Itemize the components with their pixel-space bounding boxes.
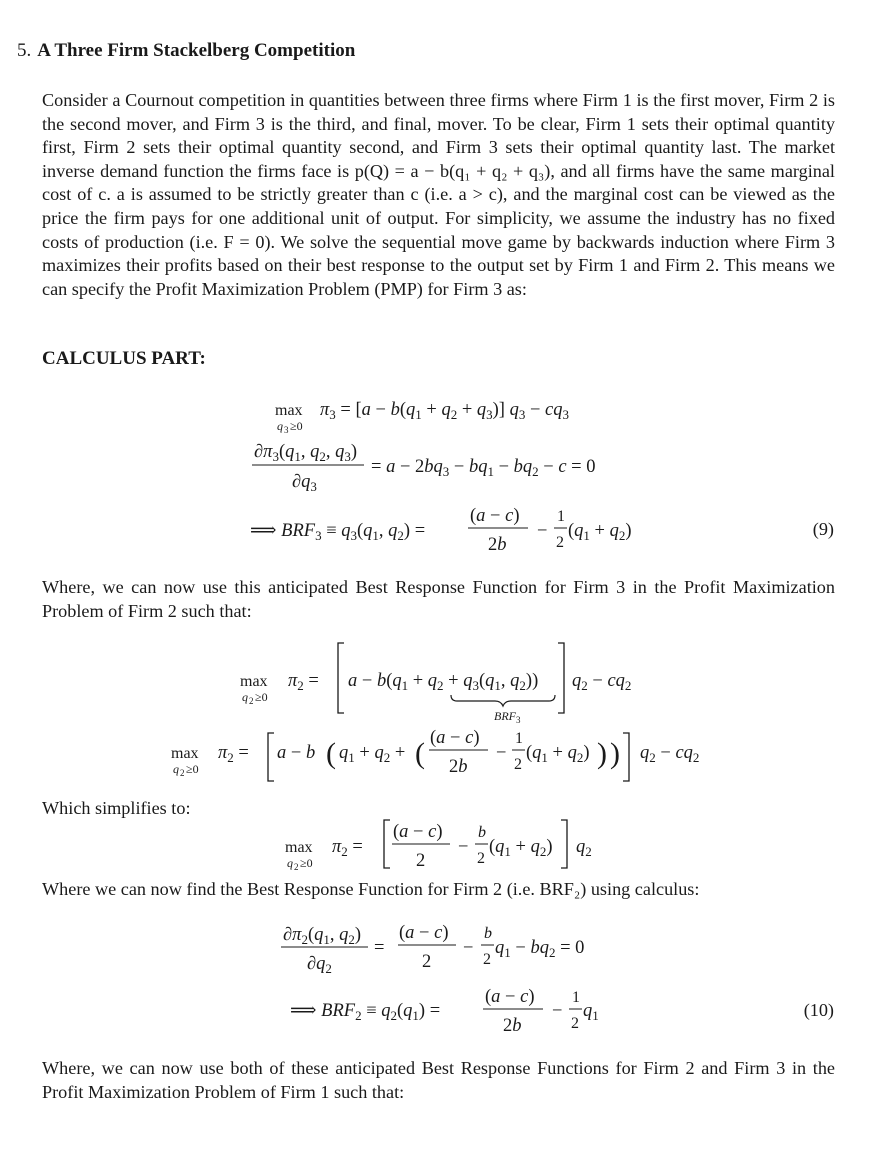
firm2-brf-equations: [0, 910, 874, 1040]
svg-text:2: 2: [514, 756, 522, 773]
section-number: 5.: [17, 40, 32, 61]
svg-text:1: 1: [557, 508, 565, 525]
svg-text:π2 =: $\pi_2$ =: [218, 743, 249, 765]
calculus-heading: CALCULUS PART:: [42, 348, 206, 369]
svg-text:≥0: ≥0: [300, 856, 313, 870]
svg-text:−: −: [496, 743, 507, 763]
svg-text:=: =: [374, 938, 385, 958]
svg-text:(: (: [415, 737, 425, 770]
firm2-substitution-equations: [0, 638, 874, 788]
svg-text:max: max: [285, 839, 313, 856]
paragraph-3: Where we can now find the Best Response Function for Firm 2 (i.e. BRF₂) using calculus:: [42, 879, 700, 899]
svg-text:): ): [597, 737, 607, 770]
svg-text:a − b: a − b: [277, 743, 316, 763]
simplifies-text: Which simplifies to:: [42, 798, 191, 818]
svg-text:2: 2: [477, 850, 485, 867]
paragraph-2: Where, we can now use this anticipated Best Response Function for Firm 3 in the Profit Maximization Problem of Firm 2 such that:: [42, 577, 835, 621]
svg-text:−: −: [537, 521, 548, 541]
svg-text:b: b: [484, 925, 492, 942]
svg-text:(a − c): (a − c): [470, 506, 520, 526]
svg-text:(a − c): (a − c): [399, 923, 449, 943]
firm2-brf-equation: [290, 987, 599, 1036]
svg-text:2b: 2b: [503, 1016, 522, 1036]
svg-text:q1 − bq2 = 0: $q_1 - bq_2 = 0$: [495, 938, 585, 960]
firm3-foc-equation: [252, 442, 595, 494]
svg-text:(q1 + q2): $(q_1 + q_2)$: [526, 743, 590, 765]
svg-text:⟹ BRF2 ≡ q2(q1) =: ⟹ $BRF_2 \equiv q_2(q_1)$ =: [290, 1001, 441, 1023]
firm2-simplified-equation: [0, 812, 874, 872]
svg-text:q: q: [173, 762, 179, 776]
svg-text:a − b(q1 + q2 + q3(q1, q2)): $a - b(q_1 + q_2 + q_3(q_1$, $q_2$)): [348, 671, 539, 693]
svg-text:≥0: ≥0: [186, 762, 199, 776]
underbrace-label: $BRF_3$: [494, 709, 521, 725]
svg-text:2: 2: [422, 952, 432, 972]
firm3-pmp-equation: [275, 400, 569, 435]
svg-text:3: 3: [284, 425, 289, 435]
svg-text:q2 − cq2: $q_2 - cq_2$: [640, 743, 700, 765]
svg-text:2b: 2b: [488, 535, 507, 555]
equation-number-10: (10): [803, 1000, 834, 1020]
svg-text:−: −: [458, 837, 469, 857]
svg-text:= a − 2bq3 − bq1 − bq2 − c = 0: = $a - 2bq_3 - bq_1 - bq_2 - c = 0$: [371, 457, 596, 479]
svg-text:2: 2: [249, 696, 254, 706]
svg-text:∂π3(q1, q2, q3): $\partial\pi_3(q_1$, $q_2$, $q_3$): [254, 442, 358, 464]
svg-text:): ): [610, 737, 620, 770]
svg-text:2: 2: [556, 534, 564, 551]
svg-text:b: b: [478, 824, 486, 841]
svg-text:≥0: ≥0: [290, 419, 303, 433]
svg-text:q: q: [242, 690, 248, 704]
svg-text:(q1 + q2): $(q_1 + q_2)$: [568, 521, 632, 543]
firm2-pmp-substituted-equation: [171, 728, 699, 781]
intro-paragraph: Consider a Cournout competition in quantities between three firms where Firm 1 is the first mover, Firm 2 is the second mover, and Firm 3 is the third, and final, mover. To be clear, Firm 1 sets their optimal quantity first, Firm 2 sets their optimal quantity second, and Firm 3 sets their optimal quantity last. The market inverse demand function the firms face is p(Q) = a − b(q₁ + q₂ + q₃), and all firms have the same marginal cost of c. a is assumed to be strictly greater than c (i.e. a > c), and the marginal cost can be viewed as the price the firm pays for one additional unit of output. For simplicity, we assume the industry has no fixed costs of production (i.e. F = 0). We solve the sequential move game by backwards induction where Firm 3 maximizes their profits based on their best response to the output set by Firm 1 and Firm 2. This means we can specify the Profit Maximization Problem (PMP) for Firm 3 as:: [42, 90, 835, 299]
svg-text:2: 2: [180, 768, 185, 778]
svg-text:q2: $q_2$: [576, 837, 592, 859]
svg-text:π2 =: $\pi_2$ =: [332, 837, 363, 859]
svg-text:π3 = [a − b(q1 + q2 + q3)] q3: $\pi_3 = [a - b(q_1 + q_2 + q_3)] q_3 - cq_3$: [320, 400, 569, 422]
svg-text:π2 =: $\pi_2$ =: [288, 671, 319, 693]
svg-text:1: 1: [572, 989, 580, 1006]
svg-text:−: −: [552, 1001, 563, 1021]
firm2-pmp-equation: [240, 643, 631, 725]
svg-text:q: q: [287, 856, 293, 870]
svg-text:2: 2: [571, 1015, 579, 1032]
svg-text:(q1 + q2): $(q_1 + q_2)$: [489, 837, 553, 859]
svg-text:∂q2: $\partial q_2$: [307, 954, 332, 976]
svg-text:q1 + q2 +: $q_1 + q_2$ +: [339, 743, 406, 765]
equation-number-9: (9): [812, 519, 834, 539]
svg-text:q: q: [277, 419, 283, 433]
firm2-foc-equation: [281, 923, 584, 976]
svg-text:max: max: [240, 673, 268, 690]
svg-text:−: −: [463, 938, 474, 958]
svg-text:2: 2: [416, 851, 426, 871]
svg-text:∂π2(q1, q2): $\partial\pi_2(q_1$, $q_2$): [283, 925, 362, 947]
svg-text:2: 2: [483, 951, 491, 968]
svg-text:∂q3: $\partial q_3$: [292, 472, 317, 494]
svg-text:⟹ BRF3 ≡ q3(q1, q2) =: ⟹ $BRF_3 \equiv q_3(q_1$, $q_2$) =: [250, 521, 426, 543]
section-heading: [17, 40, 355, 62]
svg-text:2b: 2b: [449, 757, 468, 777]
svg-text:(: (: [326, 737, 336, 770]
firm3-brf-equation: [250, 506, 632, 555]
svg-text:max: max: [171, 745, 199, 762]
svg-text:2: 2: [294, 862, 299, 872]
svg-text:≥0: ≥0: [255, 690, 268, 704]
section-title: A Three Firm Stackelberg Competition: [37, 40, 356, 61]
paragraph-4: Where, we can now use both of these anticipated Best Response Functions for Firm 2 and Firm 3 in the Profit Maximization Problem of Firm 1 such that:: [42, 1058, 835, 1102]
svg-text:(a − c): (a − c): [393, 822, 443, 842]
svg-text:(a − c): (a − c): [485, 987, 535, 1007]
svg-text:(a − c): (a − c): [430, 728, 480, 748]
svg-text:1: 1: [515, 730, 523, 747]
svg-text:q1: $q_1$: [583, 1001, 599, 1023]
svg-text:q2 − cq2: $q_2 - cq_2$: [572, 671, 632, 693]
svg-text:max: max: [275, 402, 303, 419]
firm3-equations: [0, 385, 874, 555]
